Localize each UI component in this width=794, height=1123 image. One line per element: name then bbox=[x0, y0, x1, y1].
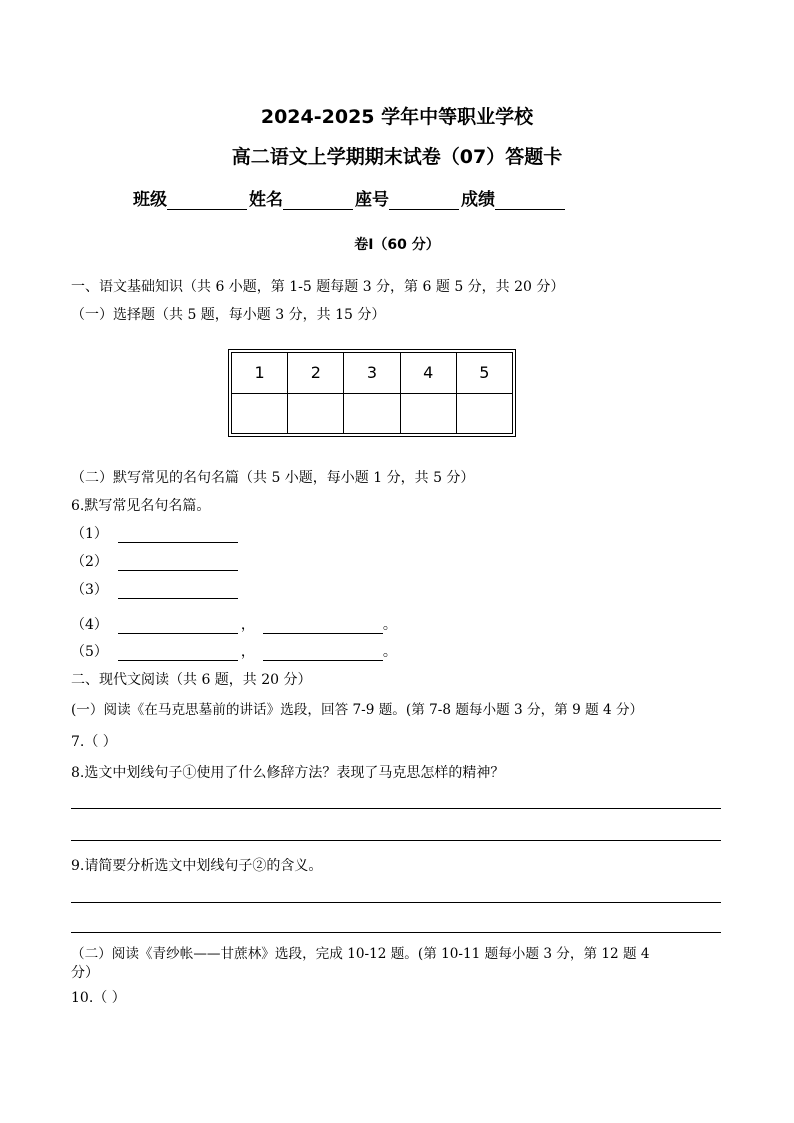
q6-item-4 bbox=[71, 614, 397, 634]
q6-item-1 bbox=[71, 523, 238, 543]
section2-heading: 二、现代文阅读（共 6 题，共 20 分） bbox=[71, 672, 312, 688]
item-number: （3） bbox=[71, 582, 108, 598]
class-field[interactable] bbox=[167, 191, 247, 210]
table-header-2: 2 bbox=[288, 353, 344, 394]
period: 。 bbox=[382, 644, 397, 660]
seat-field[interactable] bbox=[389, 191, 459, 210]
score-field[interactable] bbox=[495, 191, 565, 210]
section2-part2-heading-line2: 分） bbox=[71, 965, 99, 981]
q9-answer-line-1[interactable] bbox=[71, 902, 721, 903]
q8-answer-line-2[interactable] bbox=[71, 840, 721, 841]
comma: ， bbox=[240, 617, 255, 633]
table-header-5: 5 bbox=[456, 353, 512, 394]
q6-item-2 bbox=[71, 551, 238, 571]
exam-title-line1: 2024-2025 学年中等职业学校 bbox=[260, 106, 534, 128]
item-number: （1） bbox=[71, 526, 108, 542]
answer-line-b[interactable] bbox=[263, 619, 383, 634]
class-label: 班级 bbox=[133, 190, 167, 210]
period: 。 bbox=[382, 617, 397, 633]
answer-cell-2[interactable] bbox=[288, 393, 344, 434]
section2-part1-heading: (一）阅读《在马克思墓前的讲话》选段，回答 7-9 题。(第 7-8 题每小题 3 分，第 9 题 4 分） bbox=[71, 702, 644, 718]
answer-line-b[interactable] bbox=[263, 646, 383, 661]
name-field[interactable] bbox=[283, 191, 353, 210]
student-info-line bbox=[133, 185, 567, 210]
exam-title-line2: 高二语文上学期期末试卷（07）答题卡 bbox=[231, 146, 563, 168]
section1-part1-heading: （一）选择题（共 5 题，每小题 3 分，共 15 分） bbox=[71, 307, 386, 323]
volume-title: 卷Ⅰ（60 分） bbox=[354, 237, 440, 253]
q9-answer-line-2[interactable] bbox=[71, 932, 721, 933]
seat-label: 座号 bbox=[355, 190, 389, 210]
item-number: （5） bbox=[71, 644, 108, 660]
name-label: 姓名 bbox=[249, 190, 283, 210]
section1-heading: 一、语文基础知识（共 6 小题，第 1-5 题每题 3 分，第 6 题 5 分，共 20 分） bbox=[71, 279, 565, 295]
table-header-4: 4 bbox=[400, 353, 456, 394]
answer-line[interactable] bbox=[118, 528, 238, 543]
comma: ， bbox=[240, 644, 255, 660]
table-header-3: 3 bbox=[344, 353, 400, 394]
q6-item-5 bbox=[71, 641, 397, 661]
item-number: （4） bbox=[71, 617, 108, 633]
answer-line-a[interactable] bbox=[118, 619, 238, 634]
answer-cell-3[interactable] bbox=[344, 393, 400, 434]
q6-item-3 bbox=[71, 579, 238, 599]
q7-choice: 7.（ ） bbox=[71, 734, 117, 750]
answer-cell-4[interactable] bbox=[400, 393, 456, 434]
q10-choice: 10.（ ） bbox=[71, 990, 126, 1006]
answer-line[interactable] bbox=[118, 556, 238, 571]
answer-cell-5[interactable] bbox=[456, 393, 512, 434]
section2-part2-heading-line1: （二）阅读《青纱帐——甘蔗林》选段，完成 10-12 题。(第 10-11 题每小题 3 分，第 12 题 4 bbox=[71, 946, 650, 962]
q9-prompt: 9.请简要分析选文中划线句子②的含义。 bbox=[71, 858, 323, 874]
answer-line[interactable] bbox=[118, 584, 238, 599]
answer-line-a[interactable] bbox=[118, 646, 238, 661]
item-number: （2） bbox=[71, 554, 108, 570]
score-label: 成绩 bbox=[461, 190, 495, 210]
q6-prompt: 6.默写常见名句名篇。 bbox=[71, 498, 211, 514]
q8-prompt: 8.选文中划线句子①使用了什么修辞方法？表现了马克思怎样的精神？ bbox=[71, 765, 505, 781]
q8-answer-line-1[interactable] bbox=[71, 808, 721, 809]
section1-part2-heading: （二）默写常见的名句名篇（共 5 小题，每小题 1 分，共 5 分） bbox=[71, 470, 475, 486]
choice-answer-table bbox=[228, 349, 516, 437]
table-header-1: 1 bbox=[232, 353, 288, 394]
answer-cell-1[interactable] bbox=[232, 393, 288, 434]
